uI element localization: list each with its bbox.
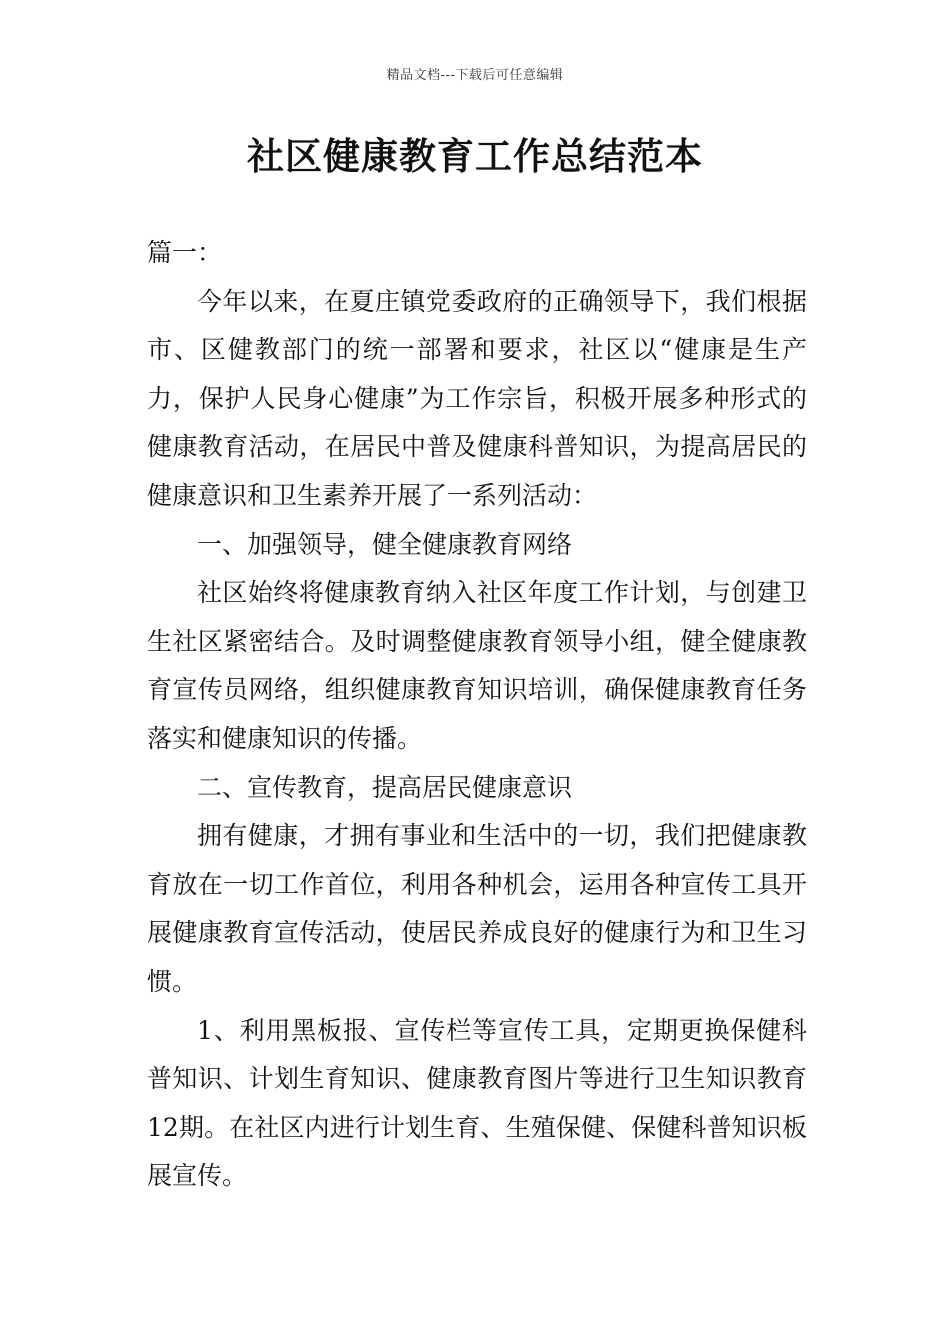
heading-publicity: 二、宣传教育，提高居民健康意识 [197,772,573,802]
header-note: 精品文档---下载后可任意编辑 [386,68,564,83]
section-label: 篇一： [147,238,223,267]
paragraph-intro: 今年以来，在夏庄镇党委政府的正确领导下，我们根据市、区健教部门的统一部署和要求，社区以“健康是生产力，保护人民身心健康”为工作宗旨，积极开展多种形式的健康教育活动，在居民中普及健康科普知识，为提高居民的健康意识和卫生素养开展了一系列活动： [147,286,807,510]
paragraph-leadership: 社区始终将健康教育纳入社区年度工作计划，与创建卫生社区紧密结合。及时调整健康教育领导小组，健全健康教育宣传员网络，组织健康教育知识培训，确保健康教育任务落实和健康知识的传播。 [147,578,807,753]
heading-leadership: 一、加强领导，健全健康教育网络 [197,529,573,559]
document-body [147,229,807,1201]
paragraph-publicity: 拥有健康，才拥有事业和生活中的一切，我们把健康教育放在一切工作首位，利用各种机会，运用各种宣传工具开展健康教育宣传活动，使居民养成良好的健康行为和卫生习惯。 [147,821,807,996]
document-title: 社区健康教育工作总结范本 [247,135,703,178]
paragraph-item-1: 1、利用黑板报、宣传栏等宣传工具，定期更换保健科普知识、计划生育知识、健康教育图片等进行卫生知识教育12期。在社区内进行计划生育、生殖保健、保健科普知识板展宣传。 [147,1015,807,1191]
